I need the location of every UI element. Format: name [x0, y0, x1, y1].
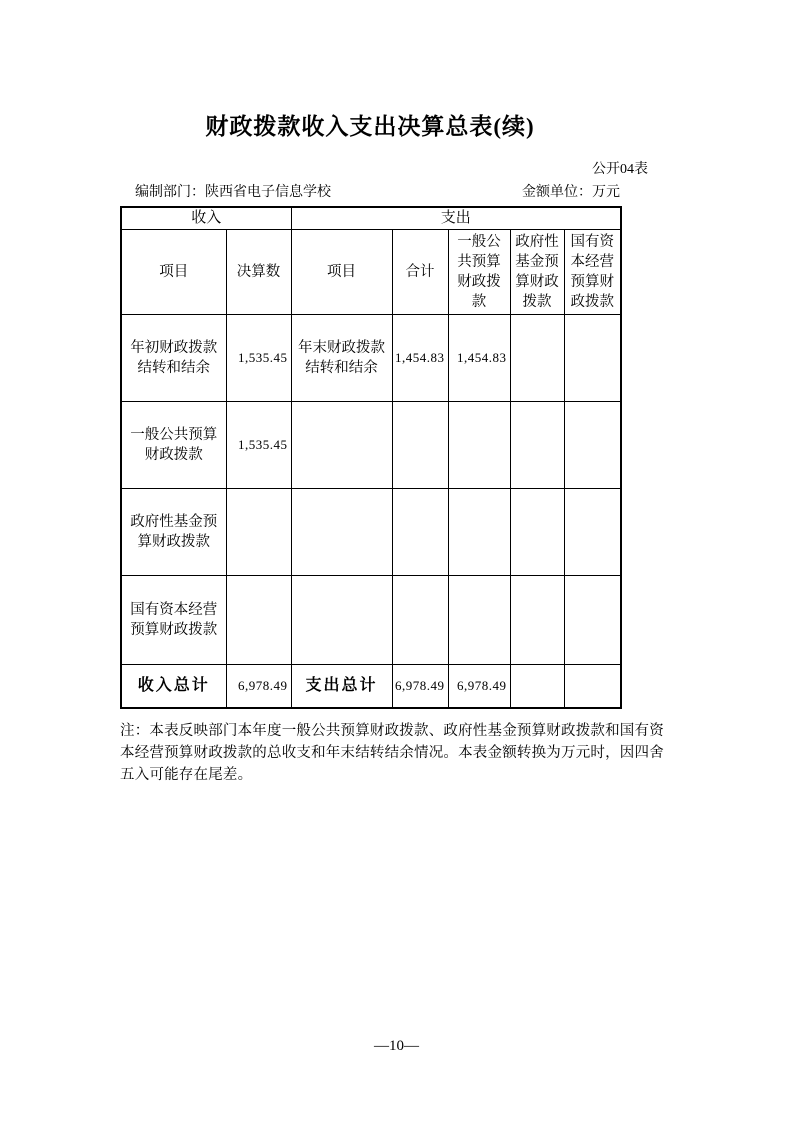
expense-item-cell	[291, 575, 392, 664]
gov-fund-cell	[510, 401, 564, 488]
income-item-cell: 政府性基金预算财政拨款	[121, 488, 226, 575]
expense-total-cell: 1,454.83	[392, 314, 448, 401]
income-total-label: 收入总计	[121, 664, 226, 708]
gov-fund-cell	[510, 488, 564, 575]
footnote	[120, 720, 668, 786]
footnote-line: 注：本表反映部门本年度一般公共预算财政拨款、政府性基金预算财政拨款和国有资	[120, 722, 664, 739]
gov-fund-cell	[510, 314, 564, 401]
amount-unit: 金额单位：万元	[522, 185, 620, 200]
general-budget-total: 6,978.49	[448, 664, 510, 708]
general-budget-cell	[448, 401, 510, 488]
expense-total-label: 支出总计	[291, 664, 392, 708]
page-title: 财政拨款收入支出决算总表(续)	[205, 114, 535, 139]
state-capital-cell	[564, 401, 621, 488]
meta-row	[120, 183, 620, 203]
general-budget-cell	[448, 575, 510, 664]
table-row	[121, 575, 621, 664]
expense-item-cell	[291, 401, 392, 488]
table-row	[121, 488, 621, 575]
expense-total-amount: 6,978.49	[392, 664, 448, 708]
general-budget-cell	[448, 488, 510, 575]
col-header-general-budget: 一般公共预算财政拨款	[448, 229, 510, 314]
prepared-by-value: 陕西省电子信息学校	[205, 185, 331, 200]
income-amount-cell	[226, 575, 291, 664]
income-amount-cell	[226, 488, 291, 575]
col-header-income-item: 项目	[121, 229, 226, 314]
state-capital-total	[564, 664, 621, 708]
page-number: —10—	[374, 1038, 419, 1054]
state-capital-cell	[564, 314, 621, 401]
state-capital-cell	[564, 575, 621, 664]
section-income: 收入	[121, 207, 291, 229]
section-header-row	[121, 207, 621, 229]
financial-table	[120, 206, 622, 709]
col-header-expense-item: 项目	[291, 229, 392, 314]
expense-total-cell	[392, 401, 448, 488]
col-header-state-capital: 国有资本经营预算财政拨款	[564, 229, 621, 314]
income-item-cell: 一般公共预算财政拨款	[121, 401, 226, 488]
col-header-gov-fund: 政府性基金预算财政拨款	[510, 229, 564, 314]
section-expenditure: 支出	[291, 207, 621, 229]
expense-total-cell	[392, 488, 448, 575]
general-budget-cell: 1,454.83	[448, 314, 510, 401]
footnote-line: 本经营预算财政拨款的总收支和年末结转结余情况。本表金额转换为万元时，因四舍	[120, 744, 664, 761]
form-code: 公开04表	[592, 162, 648, 177]
income-amount-cell: 1,535.45	[226, 314, 291, 401]
expense-total-cell	[392, 575, 448, 664]
prepared-by-label: 编制部门：	[135, 185, 205, 200]
document-body	[120, 0, 664, 786]
gov-fund-cell	[510, 575, 564, 664]
column-header-row	[121, 229, 621, 314]
table-row	[121, 401, 621, 488]
income-total-amount: 6,978.49	[226, 664, 291, 708]
expense-item-cell	[291, 488, 392, 575]
state-capital-cell	[564, 488, 621, 575]
income-amount-cell: 1,535.45	[226, 401, 291, 488]
income-item-cell: 年初财政拨款结转和结余	[121, 314, 226, 401]
col-header-income-amount: 决算数	[226, 229, 291, 314]
total-row	[121, 664, 621, 708]
table-row	[121, 314, 621, 401]
expense-item-cell: 年末财政拨款结转和结余	[291, 314, 392, 401]
prepared-by	[135, 183, 331, 203]
income-item-cell: 国有资本经营预算财政拨款	[121, 575, 226, 664]
footnote-line: 五入可能存在尾差。	[120, 766, 253, 783]
gov-fund-total	[510, 664, 564, 708]
col-header-total: 合计	[392, 229, 448, 314]
